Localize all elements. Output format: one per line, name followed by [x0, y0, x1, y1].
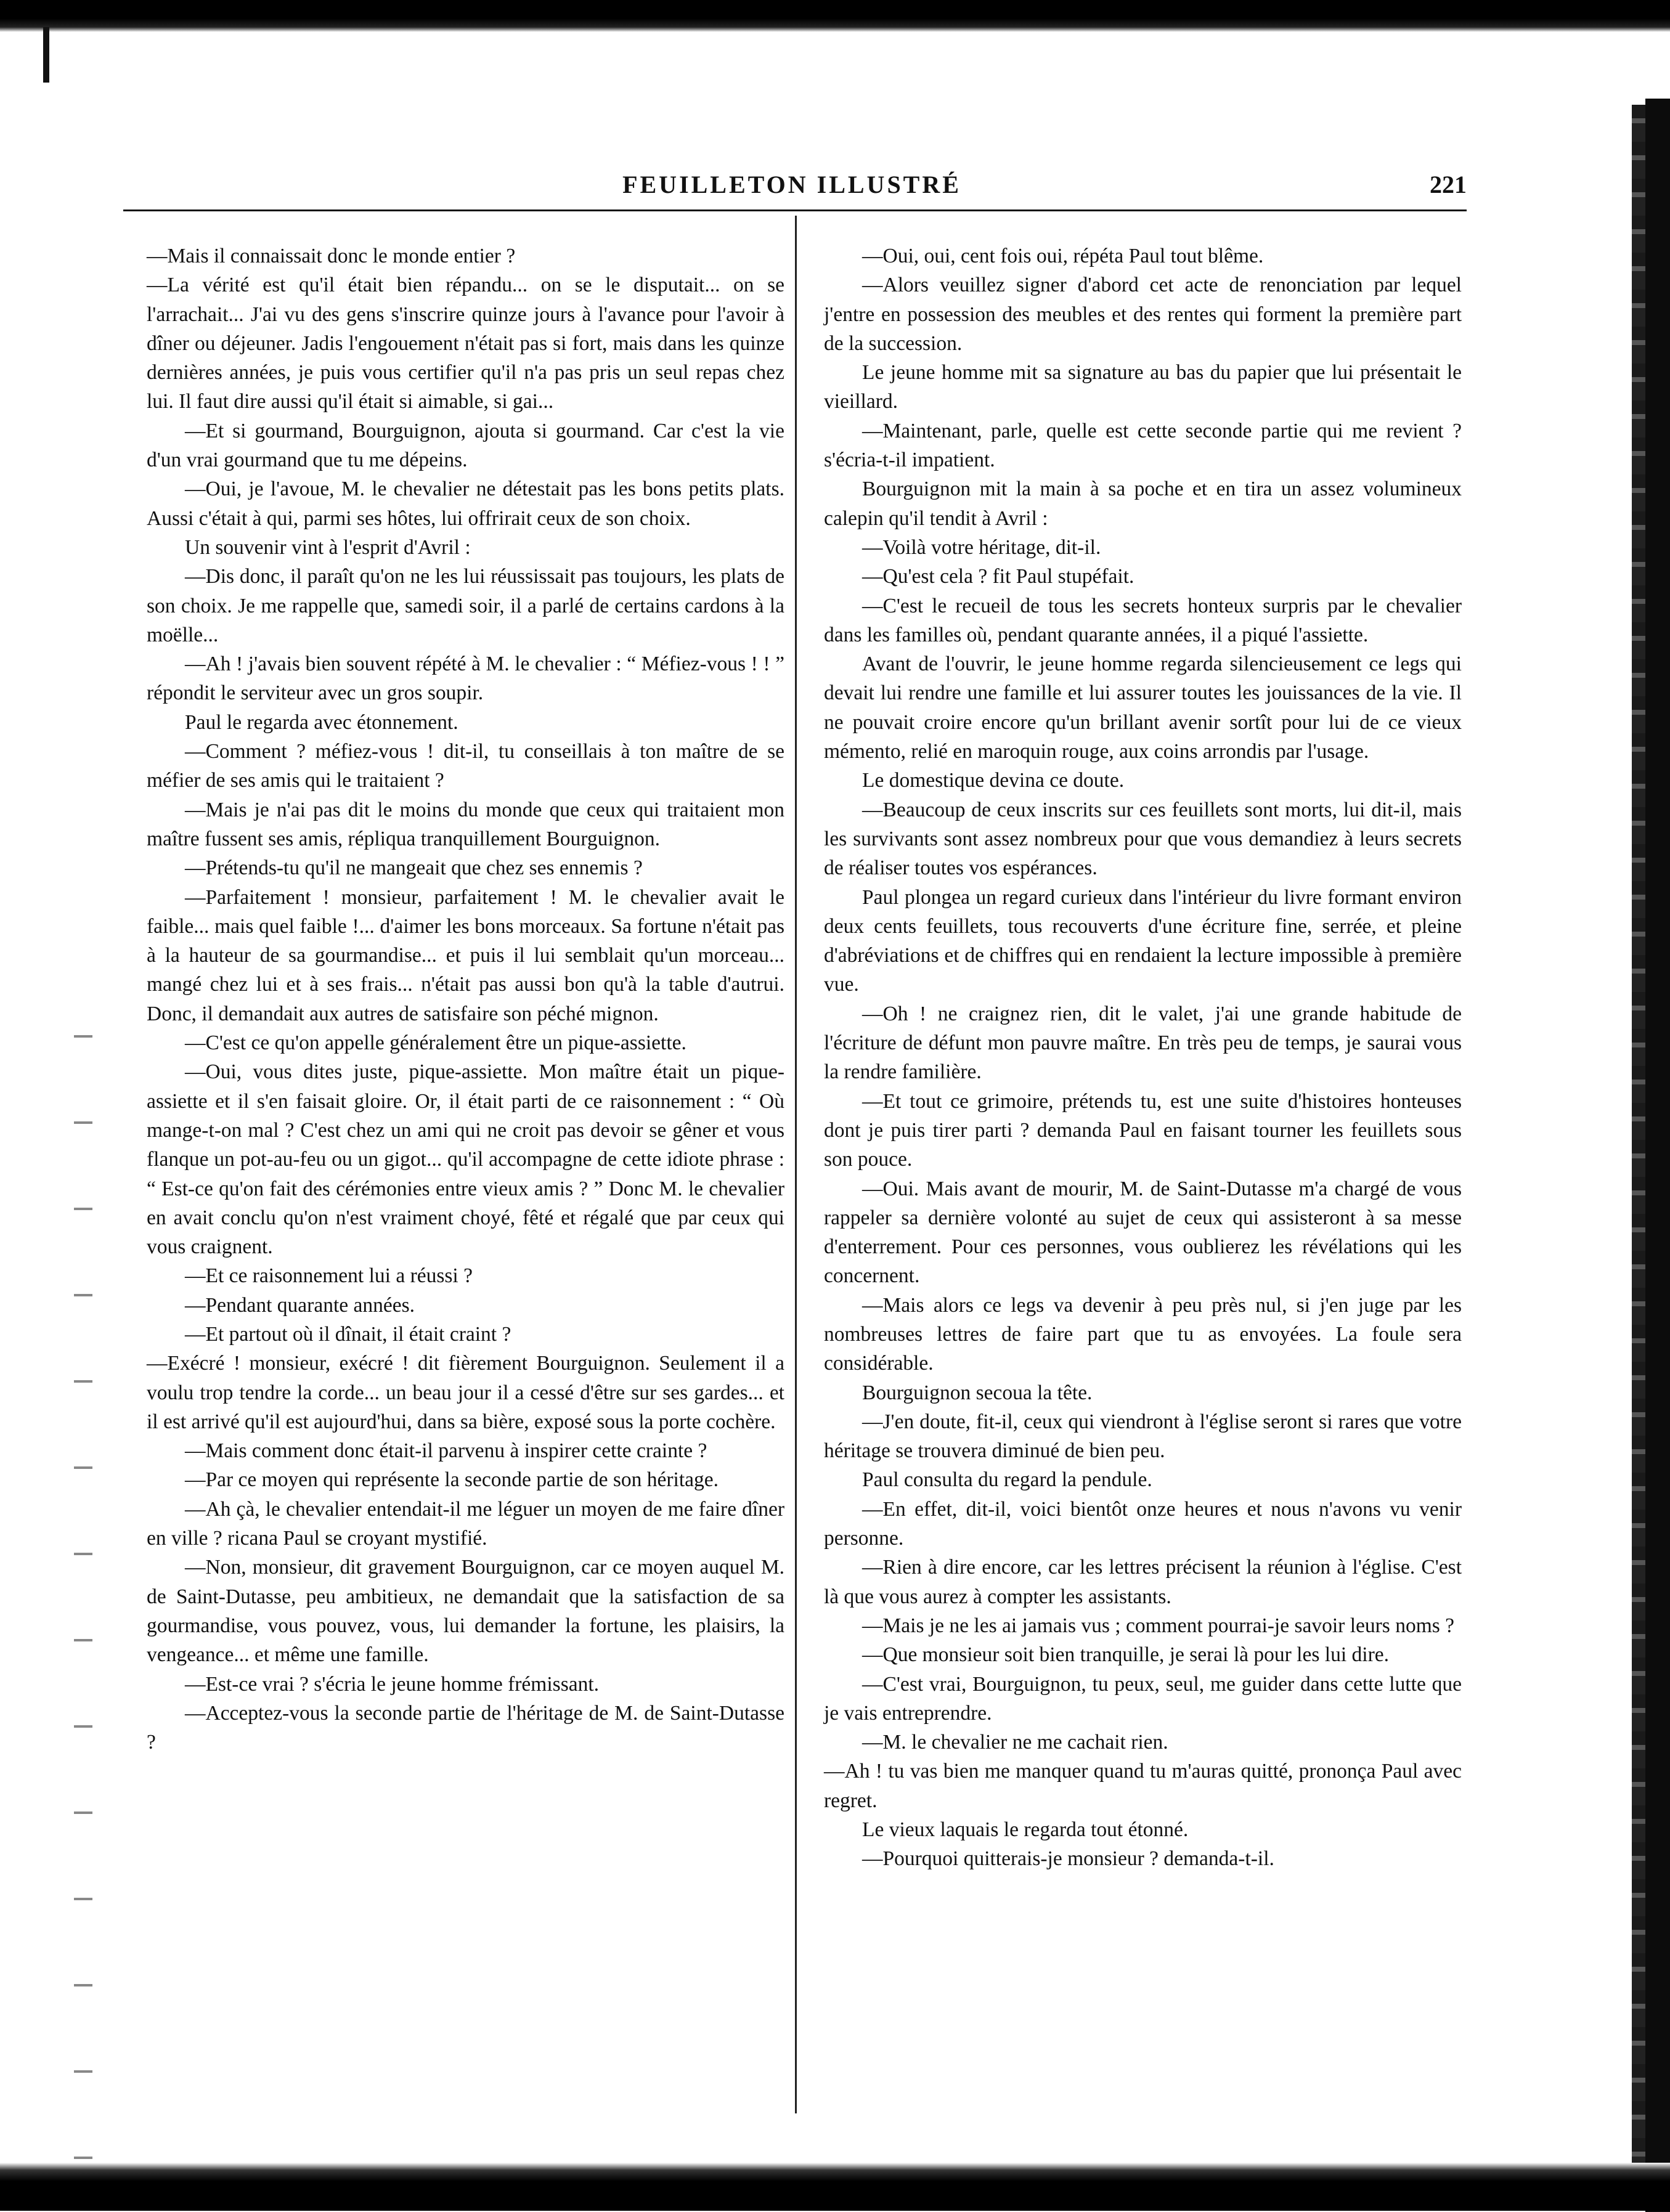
paragraph: —Comment ? méfiez-vous ! dit-il, tu conseillais à ton maître de se méfier de ses amis qui le traitaient ? [147, 740, 784, 792]
left-margin-specks [74, 998, 92, 2206]
paragraph: —Oui, oui, cent fois oui, répéta Paul tout blême. [862, 245, 1264, 267]
right-border-scan-artifact [1645, 99, 1670, 2212]
paragraph: —Exécré ! monsieur, exécré ! dit fièrement Bourguignon. Seulement il a voulu trop tendre la corde... un beau jour il a cessé d'être sur ses gardes... et il est arrivé qu'il est aujourd'hui, dans sa bière, exposé sous la porte cochère. [147, 1352, 784, 1433]
right-inner-border-scan-artifact [1632, 105, 1645, 2211]
running-head [117, 170, 1467, 207]
paragraph: —M. le chevalier ne me cachait rien. [862, 1731, 1168, 1754]
left-column [147, 242, 784, 1757]
right-column [824, 242, 1462, 1874]
paragraph: —Et ce raisonnement lui a réussi ? [185, 1264, 473, 1288]
paragraph: —Et tout ce grimoire, prétends tu, est une suite d'histoires honteuses dont je puis tirer parti ? demanda Paul en faisant tourner les feuillets sous son pouce. [824, 1089, 1462, 1171]
paragraph: —Pendant quarante années. [185, 1293, 415, 1317]
paragraph: Le domestique devina ce doute. [862, 769, 1125, 792]
paragraph: —Alors veuillez signer d'abord cet acte de renonciation par lequel j'entre en possession des meubles et des rentes qui forment la première part de la succession. [824, 274, 1462, 355]
paragraph: Bourguignon mit la main à sa poche et en tira un assez volumineux calepin qu'il tendit à Avril : [824, 478, 1462, 530]
paragraph: Paul plongea un regard curieux dans l'intérieur du livre formant environ deux cents feuillets, tous recouverts d'une écriture fine, serrée, et pleine d'abréviations et de chiffres qui en rendaient la lecture impossible à première vue. [824, 885, 1462, 996]
paragraph: —Oui, vous dites juste, pique-assiette. Mon maître était un pique-assiette et il s'en faisait gloire. Or, il était parti de ce raisonnement : “ Où mange-t-on mal ? C'est chez un ami qui ne croit pas devoir se gêner et vous flanque un pot-au-feu ou un gigot... qu'il accompagne de cette idiote phrase : “ Est-ce qu'on fait des cérémonies entre vieux amis ? ” Donc M. le chevalier en avait conclu qu'on n'est vraiment choyé, fêté et régalé que par ceux qui vous craignent. [147, 1060, 784, 1259]
paragraph: —Mais je ne les ai jamais vus ; comment pourrai-je savoir leurs noms ? [862, 1614, 1455, 1637]
paragraph: —Mais je n'ai pas dit le moins du monde que ceux qui traitaient mon maître fussent ses amis, répliqua tranquillement Bourguignon. [147, 798, 784, 850]
paragraph: —Oui. Mais avant de mourir, M. de Saint-Dutasse m'a chargé de vous rappeler sa dernière volonté au sujet de ceux qui assisteront à sa messe d'enterrement. Pour ces personnes, vous oublierez les révélations qui les concernent. [824, 1177, 1462, 1288]
paragraph: —Dis donc, il paraît qu'on ne les lui réussissait pas toujours, les plats de son choix. Je me rappelle que, samedi soir, il a parlé de certains cardons à la moëlle... [147, 565, 784, 646]
paragraph: —Est-ce vrai ? s'écria le jeune homme frémissant. [185, 1672, 600, 1696]
paragraph: —Que monsieur soit bien tranquille, je serai là pour les lui dire. [862, 1643, 1389, 1667]
paragraph: —Qu'est cela ? fit Paul stupéfait. [862, 565, 1134, 588]
paragraph: —Mais alors ce legs va devenir à peu près nul, si j'en juge par les nombreuses lettres de faire part que tu as envoyées. La foule sera considérable. [824, 1293, 1462, 1375]
paragraph: Le vieux laquais le regarda tout étonné. [862, 1818, 1189, 1842]
paragraph: —Ah ! tu vas bien me manquer quand tu m'auras quitté, prononça Paul avec regret. [824, 1760, 1462, 1812]
paragraph: —La vérité est qu'il était bien répandu... on se le disputait... on se l'arrachait... J'ai vu des gens s'inscrire quinze jours à l'avance pour l'avoir à dîner ou déjeuner. Jadis l'engouement n'était pas si fort, mais dans les quinze dernières années, je puis vous certifier qu'il n'a pas pris un seul repas chez lui. Il faut dire aussi qu'il était si aimable, si gai... [147, 274, 784, 413]
paragraph: —Rien à dire encore, car les lettres précisent la réunion à l'église. C'est là que vous aurez à compter les assistants. [824, 1556, 1462, 1608]
paragraph: —J'en doute, fit-il, ceux qui viendront à l'église seront si rares que votre héritage se trouvera diminué de bien peu. [824, 1410, 1462, 1463]
paragraph: Paul le regarda avec étonnement. [185, 710, 458, 734]
page-number: 221 [1430, 171, 1467, 198]
paragraph: —Voilà votre héritage, dit-il. [862, 535, 1101, 559]
top-border-scan-artifact [0, 0, 1670, 32]
paragraph: —C'est vrai, Bourguignon, tu peux, seul, me guider dans cette lutte que je vais entreprendre. [824, 1672, 1462, 1725]
paragraph: —C'est le recueil de tous les secrets honteux surpris par le chevalier dans les familles où, pendant quarante années, il a piqué l'assiette. [824, 594, 1462, 646]
paragraph: —Ah ! j'avais bien souvent répété à M. le chevalier : “ Méfiez-vous ! ! ” répondit le serviteur avec un gros soupir. [147, 653, 784, 705]
paragraph: —Et si gourmand, Bourguignon, ajouta si gourmand. Car c'est la vie d'un vrai gourmand que tu me dépeins. [147, 419, 784, 472]
paragraph: Avant de l'ouvrir, le jeune homme regarda silencieusement ce legs qui devait lui rendre une famille et lui assurer toutes les jouissances de la vie. Il ne pouvait croire encore qu'un brillant avenir sortît pour lui de ce vieux mémento, relié en maroquin rouge, aux coins arrondis par l'usage. [824, 653, 1462, 763]
paragraph: —Prétends-tu qu'il ne mangeait que chez ses ennemis ? [185, 856, 643, 880]
paragraph: Le jeune homme mit sa signature au bas du papier que lui présentait le vieillard. [824, 361, 1462, 413]
paragraph: Paul consulta du regard la pendule. [862, 1468, 1152, 1492]
bottom-border-scan-artifact [0, 2163, 1670, 2211]
page-header-title: FEUILLETON ILLUSTRÉ [622, 171, 961, 198]
paragraph: —En effet, dit-il, voici bientôt onze heures et nous n'avons vu venir personne. [824, 1497, 1462, 1550]
paragraph: Un souvenir vint à l'esprit d'Avril : [185, 535, 471, 559]
paragraph: —Par ce moyen qui représente la seconde partie de son héritage. [185, 1468, 719, 1492]
paragraph: —Oui, je l'avoue, M. le chevalier ne détestait pas les bons petits plats. Aussi c'était à qui, parmi ses hôtes, lui offrirait ceux de son choix. [147, 478, 784, 530]
header-rule [123, 209, 1467, 211]
paragraph: —Oh ! ne craignez rien, dit le valet, j'ai une grande habitude de l'écriture de défunt mon pauvre maître. En très peu de temps, je saurai vous la rendre familière. [824, 1002, 1462, 1084]
paragraph: —Et partout où il dînait, il était craint ? [185, 1322, 511, 1346]
paragraph: —Non, monsieur, dit gravement Bourguignon, car ce moyen auquel M. de Saint-Dutasse, peu ambitieux, ne demandait que la satisfaction de sa gourmandise, vous pouvez, vous, lui demander la fortune, les plaisirs, la vengeance... et même une famille. [147, 1556, 784, 1667]
paragraph: —Mais comment donc était-il parvenu à inspirer cette crainte ? [185, 1439, 707, 1463]
paragraph: —Parfaitement ! monsieur, parfaitement ! M. le chevalier avait le faible... mais quel faible !... d'aimer les bons morceaux. Sa fortune n'était pas à la hauteur de sa gourmandise... et puis il lui semblait qu'un morceau... mangé chez lui et à ses frais... n'était pas aussi bon qu'à la table d'autrui. Donc, il demandait aux autres de satisfaire son péché mignon. [147, 885, 784, 1025]
paragraph: —Pourquoi quitterais-je monsieur ? demanda-t-il. [862, 1847, 1274, 1871]
paragraph: —Ah çà, le chevalier entendait-il me léguer un moyen de me faire dîner en ville ? ricana Paul se croyant mystifié. [147, 1497, 784, 1550]
paragraph: —Maintenant, parle, quelle est cette seconde partie qui me revient ? s'écria-t-il impatient. [824, 419, 1462, 472]
column-divider [795, 216, 797, 2113]
paragraph: —Mais il connaissait donc le monde entier ? [147, 245, 516, 267]
paragraph: Bourguignon secoua la tête. [862, 1381, 1093, 1404]
paragraph: —Beaucoup de ceux inscrits sur ces feuillets sont morts, lui dit-il, mais les survivants sont assez nombreux pour que vous demandiez à leurs secrets de réaliser toutes vos espérances. [824, 798, 1462, 880]
paragraph: —Acceptez-vous la seconde partie de l'héritage de M. de Saint-Dutasse ? [147, 1701, 784, 1754]
top-left-mark [43, 27, 49, 83]
paragraph: —C'est ce qu'on appelle généralement être un pique-assiette. [185, 1031, 686, 1055]
